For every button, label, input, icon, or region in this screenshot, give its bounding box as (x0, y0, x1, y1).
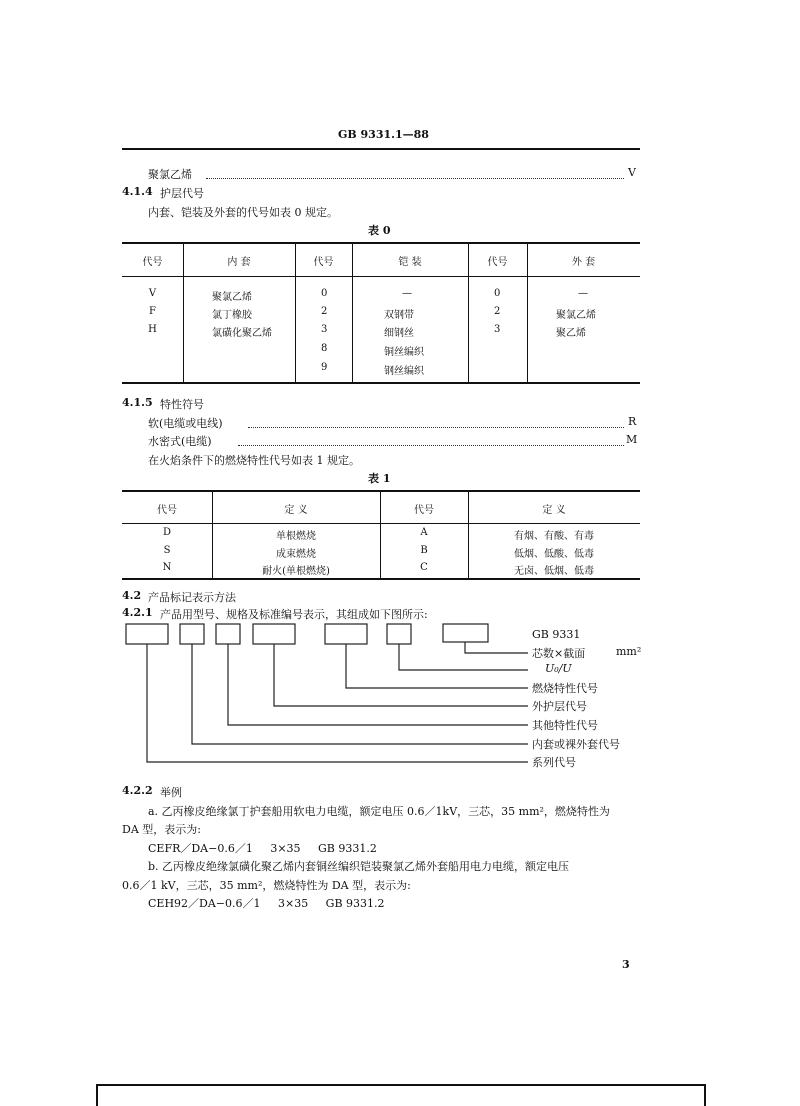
table0-cell: 聚氯乙烯 (556, 310, 596, 321)
diagram-box (216, 624, 240, 644)
diagram-box (126, 624, 168, 644)
table0-cell: 细钢丝 (384, 328, 414, 339)
table1-bottom-rule (122, 578, 640, 580)
table0-cell: 2 (321, 306, 328, 317)
table0-header: 代号 (487, 257, 508, 268)
table0-cell: F (149, 306, 156, 317)
table0-cell: V (148, 288, 157, 299)
table0-cell: 双钢带 (384, 310, 414, 321)
table0-top-rule (122, 242, 640, 244)
table0-header: 铠 装 (398, 257, 422, 268)
table0-cell: 氯丁橡胶 (212, 310, 252, 321)
diagram-label-inner: 内套或裸外套代号 (532, 738, 620, 751)
header-rule (122, 148, 640, 150)
sec-4-2-1-number: 4.2.1 (122, 606, 153, 619)
table0-cell: 3 (494, 324, 501, 335)
diagram-label-cores: 芯数×截面 (532, 647, 586, 660)
example-a-text: DA 型，表示为: (122, 823, 201, 836)
diagram-box (443, 624, 488, 642)
example-a-designation: CEFR／DA−0.6／1 3×35 GB 9331.2 (148, 842, 377, 855)
sec-4-1-5-desc: 在火焰条件下的燃烧特性代号如表 1 规定。 (148, 454, 360, 467)
sec-4-2-2-title: 举例 (160, 786, 182, 799)
sec-4-2-number: 4.2 (122, 589, 142, 602)
sec-4-2-title: 产品标记表示方法 (148, 591, 236, 604)
table1-cell: S (163, 545, 171, 556)
table0-cell: 聚氯乙烯 (212, 292, 252, 303)
diagram-label-sheath: 外护层代号 (532, 700, 587, 713)
example-b-text: 0.6／1 kV，三芯，35 mm²，燃烧特性为 DA 型，表示为: (122, 879, 411, 892)
diagram-leader (228, 644, 528, 725)
table1-cell: D (162, 527, 172, 538)
char-item-code: R (628, 415, 637, 428)
sec-4-1-5-title: 特性符号 (160, 398, 204, 411)
table1-cell: C (420, 562, 428, 573)
table0-cell: 9 (321, 362, 328, 373)
example-b-text: b. 乙丙橡皮绝缘氯磺化聚乙烯内套铜丝编织铠装聚氯乙烯外套船用电力电缆，额定电压 (148, 860, 570, 873)
table0-header: 代号 (142, 257, 163, 268)
table1-cell: A (420, 527, 428, 538)
top-item-label: 聚氯乙烯 (148, 168, 192, 181)
table0-cell: — (578, 288, 588, 299)
table0-cell: 3 (321, 324, 328, 335)
diagram-leader (192, 644, 528, 744)
bottom-frame (96, 1084, 706, 1106)
table1-cell: 有烟、有酸、有毒 (514, 531, 594, 542)
diagram-leader (274, 644, 528, 706)
dot-leader (248, 427, 624, 428)
table1-cell: N (162, 562, 172, 573)
example-b-designation: CEH92／DA−0.6／1 3×35 GB 9331.2 (148, 897, 385, 910)
table0-cell: 铜丝编织 (384, 347, 424, 358)
diagram-label-fire: 燃烧特性代号 (532, 682, 598, 695)
diagram-label-voltage: U₀/U (545, 662, 572, 675)
table1-header: 定 义 (542, 505, 566, 516)
dot-leader (238, 445, 624, 446)
page-header: GB 9331.1—88 (338, 128, 429, 141)
sec-4-1-4-number: 4.1.4 (122, 185, 153, 198)
table1-cell: 单根燃烧 (276, 531, 316, 542)
diagram-box (180, 624, 204, 644)
sec-4-1-4-desc: 内套、铠装及外套的代号如表 0 规定。 (148, 206, 338, 219)
table0-cell: 氯磺化聚乙烯 (212, 328, 272, 339)
diagram-box (387, 624, 411, 644)
page-number: 3 (622, 958, 630, 971)
table0-header: 外 套 (571, 257, 596, 268)
table1-top-rule (122, 490, 640, 492)
table0-cell: 0 (321, 288, 328, 299)
sec-4-1-5-number: 4.1.5 (122, 396, 153, 409)
table0-cell: 钢丝编织 (384, 366, 424, 377)
table0-bottom-rule (122, 382, 640, 384)
sec-4-1-4-title: 护层代号 (160, 187, 204, 200)
table1-header: 代号 (414, 505, 434, 516)
example-a-text: a. 乙丙橡皮绝缘氯丁护套船用软电力电缆，额定电压 0.6／1kV，三芯，35 mm²，燃烧特性为 (148, 805, 610, 818)
table1-caption: 表 1 (368, 472, 391, 485)
table0-header: 内 套 (227, 257, 251, 268)
diagram-box (325, 624, 367, 644)
table1-header-rule (122, 523, 640, 524)
top-item-code: V (628, 166, 636, 179)
table1-cell: 无卤、低烟、低毒 (514, 566, 594, 577)
table1-cell: B (420, 545, 428, 556)
diagram-leader (465, 642, 528, 653)
diagram-label-series: 系列代号 (532, 756, 576, 769)
table0-cell: 8 (321, 343, 328, 354)
char-item-code: M (626, 433, 638, 446)
table1-header: 定 义 (284, 505, 308, 516)
diagram-box (253, 624, 295, 644)
dot-leader (206, 178, 624, 179)
table0-header: 代号 (313, 257, 334, 268)
diagram-label-gb: GB 9331 (532, 628, 581, 641)
diagram-leader (147, 644, 528, 762)
char-item-label: 软(电缆或电线) (148, 417, 223, 430)
table0-cell: — (402, 288, 412, 299)
diagram-leader (346, 644, 528, 688)
table0-cell: 0 (494, 288, 501, 299)
table0-header-rule (122, 276, 640, 277)
table1-cell: 低烟、低酸、低毒 (514, 549, 594, 560)
sec-4-2-1-title: 产品用型号、规格及标准编号表示，其组成如下图所示: (160, 608, 428, 621)
table0-cell: 聚乙烯 (556, 328, 586, 339)
table0-caption: 表 0 (368, 224, 391, 237)
table1-header: 代号 (157, 505, 177, 516)
table0-cell: H (148, 324, 157, 335)
sec-4-2-2-number: 4.2.2 (122, 784, 153, 797)
diagram-label-unit: mm² (616, 645, 642, 658)
table1-cell: 成束燃烧 (276, 549, 316, 560)
table0-cell: 2 (494, 306, 501, 317)
diagram-leader (399, 644, 528, 670)
table1-cell: 耐火(单根燃烧) (262, 566, 330, 577)
char-item-label: 水密式(电缆) (148, 435, 212, 448)
diagram-label-other: 其他特性代号 (532, 719, 598, 732)
